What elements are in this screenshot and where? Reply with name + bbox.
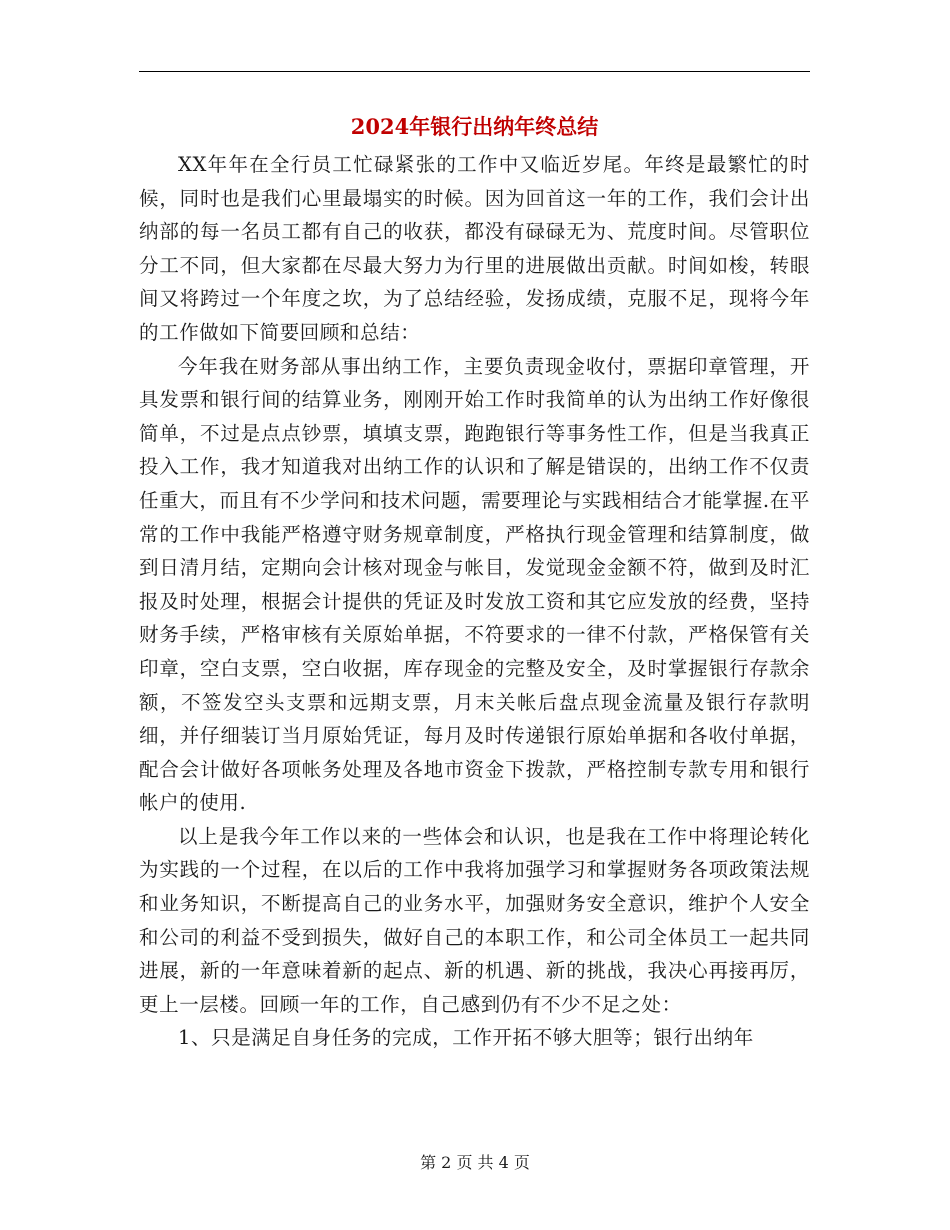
paragraph-intro: XX年年在全行员工忙碌紧张的工作中又临近岁尾。年终是最繁忙的时候，同时也是我们心里最塌实的时候。因为回首这一年的工作，我们会计出纳部的每一名员工都有自己的收获，都没有碌碌无为、荒度时间。尽管职位分工不同，但大家都在尽最大努力为行里的进展做出贡献。时间如梭，转眼间又将跨过一个年度之坎，为了总结经验，发扬成绩，克服不足，现将今年的工作做如下简要回顾和总结： xyxy=(139,153,810,344)
document-title: 2024年银行出纳年终总结 xyxy=(350,114,599,139)
paragraph-shortcoming-1: 1、只是满足自身任务的完成，工作开拓不够大胆等；银行出纳年 xyxy=(178,1026,754,1050)
header-rule xyxy=(139,71,810,72)
document-body xyxy=(139,148,810,1055)
page-number-footer: 第 2 页 共 4 页 xyxy=(420,1153,530,1172)
paragraph-reflection: 以上是我今年工作以来的一些体会和认识，也是我在工作中将理论转化为实践的一个过程，在以后的工作中我将加强学习和掌握财务各项政策法规和业务知识，不断提高自己的业务水平，加强财务安全意识，维护个人安全和公司的利益不受到损失，做好自己的本职工作，和公司全体员工一起共同进展，新的一年意味着新的起点、新的机遇、新的挑战，我决心再接再厉，更上一层楼。回顾一年的工作，自己感到仍有不少不足之处： xyxy=(139,824,810,1016)
paragraph-work-duties: 今年我在财务部从事出纳工作，主要负责现金收付，票据印章管理，开具发票和银行间的结算业务，刚刚开始工作时我简单的认为出纳工作好像很简单，不过是点点钞票，填填支票，跑跑银行等事务性工作，但是当我真正投入工作，我才知道我对出纳工作的认识和了解是错误的，出纳工作不仅责任重大，而且有不少学问和技术问题，需要理论与实践相结合才能掌握.在平常的工作中我能严格遵守财务规章制度，严格执行现金管理和结算制度，做到日清月结，定期向会计核对现金与帐目，发觉现金金额不符，做到及时汇报及时处理，根据会计提供的凭证及时发放工资和其它应发放的经费，坚持财务手续，严格审核有关原始单据，不符要求的一律不付款，严格保管有关印章，空白支票，空白收据，库存现金的完整及安全，及时掌握银行存款余额，不签发空头支票和远期支票，月末关帐后盘点现金流量及银行存款明细，并仔细装订当月原始凭证，每月及时传递银行原始单据和各收付单据，配合会计做好各项帐务处理及各地市资金下拨款，严格控制专款专用和银行帐户的使用. xyxy=(139,354,810,815)
